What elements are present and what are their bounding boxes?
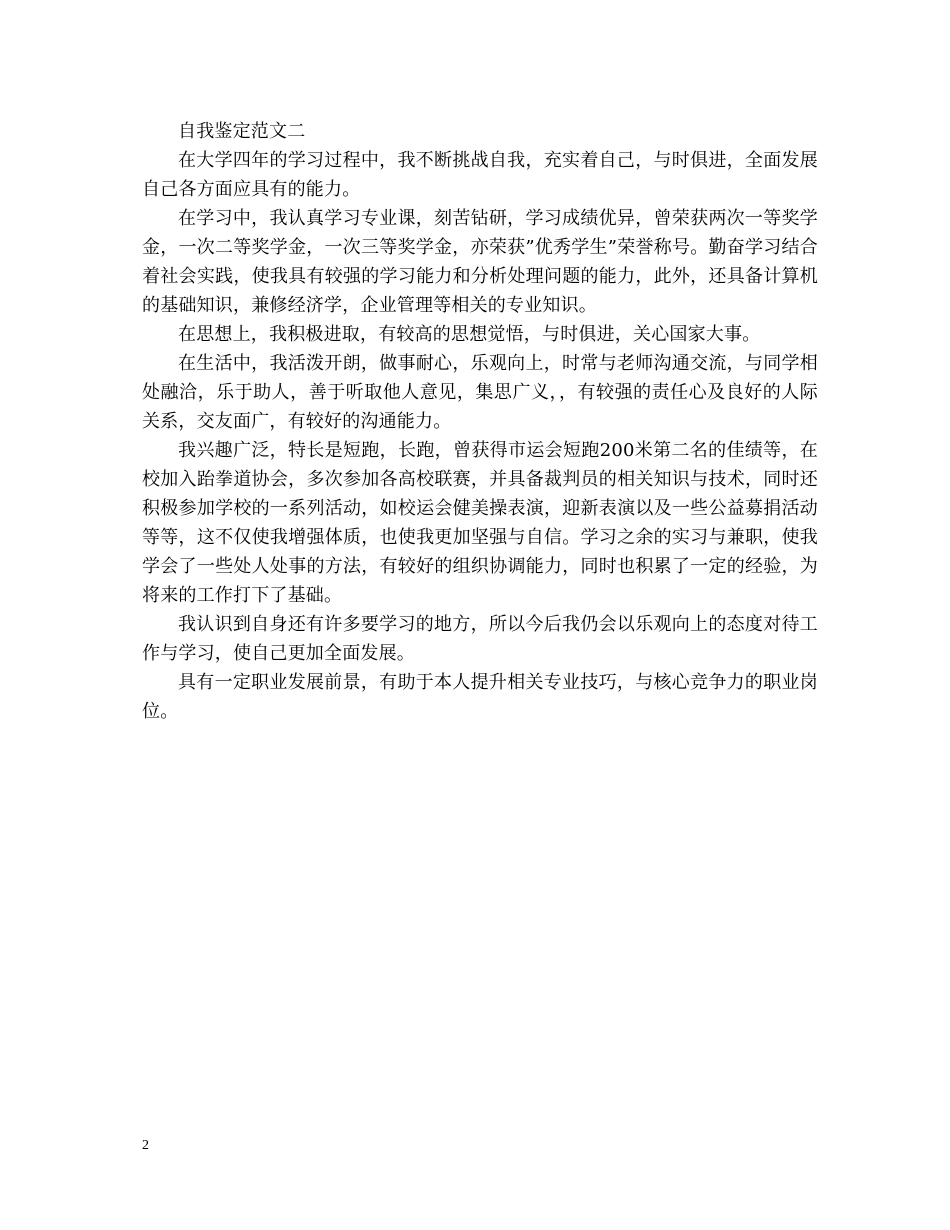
paragraph-6: 我认识到自身还有许多要学习的地方，所以今后我仍会以乐观向上的态度对待工作与学习，使自己更加全面发展。: [142, 614, 818, 664]
paragraph-1: 在大学四年的学习过程中，我不断挑战自我，充实着自己，与时俱进，全面发展自己各方面应具有的能力。: [142, 150, 818, 200]
paragraph-4: 在生活中，我活泼开朗，做事耐心，乐观向上，时常与老师沟通交流，与同学相处融洽，乐于助人，善于听取他人意见，集思广义，，有较强的责任心及良好的人际关系，交友面广，有较好的沟通能力。: [142, 353, 818, 432]
paragraph-3: 在思想上，我积极进取，有较高的思想觉悟，与时俱进，关心国家大事。: [178, 324, 761, 345]
paragraph-7: 具有一定职业发展前景，有助于本人提升相关专业技巧，与核心竞争力的职业岗位。: [142, 672, 818, 722]
paragraph-2: 在学习中，我认真学习专业课，刻苦钻研，学习成绩优异，曾荣获两次一等奖学金，一次二等奖学金，一次三等奖学金，亦荣获”优秀学生”荣誉称号。勤奋学习结合着社会实践，使我具有较强的学习能力和分析处理问题的能力，此外，还具备计算机的基础知识，兼修经济学，企业管理等相关的专业知识。: [142, 208, 818, 316]
document-body: [142, 117, 818, 726]
paragraph-5: 我兴趣广泛，特长是短跑，长跑，曾获得市运会短跑200米第二名的佳绩等，在校加入跆拳道协会，多次参加各高校联赛，并具备裁判员的相关知识与技术，同时还积极参加学校的一系列活动，如校运会健美操表演，迎新表演以及一些公益募捐活动等等，这不仅使我增强体质，也使我更加坚强与自信。学习之余的实习与兼职，使我学会了一些处人处事的方法，有较好的组织协调能力，同时也积累了一定的经验，为将来的工作打下了基础。: [142, 440, 818, 606]
page-number: 2: [142, 1138, 149, 1153]
document-heading: 自我鉴定范文二: [178, 121, 306, 142]
